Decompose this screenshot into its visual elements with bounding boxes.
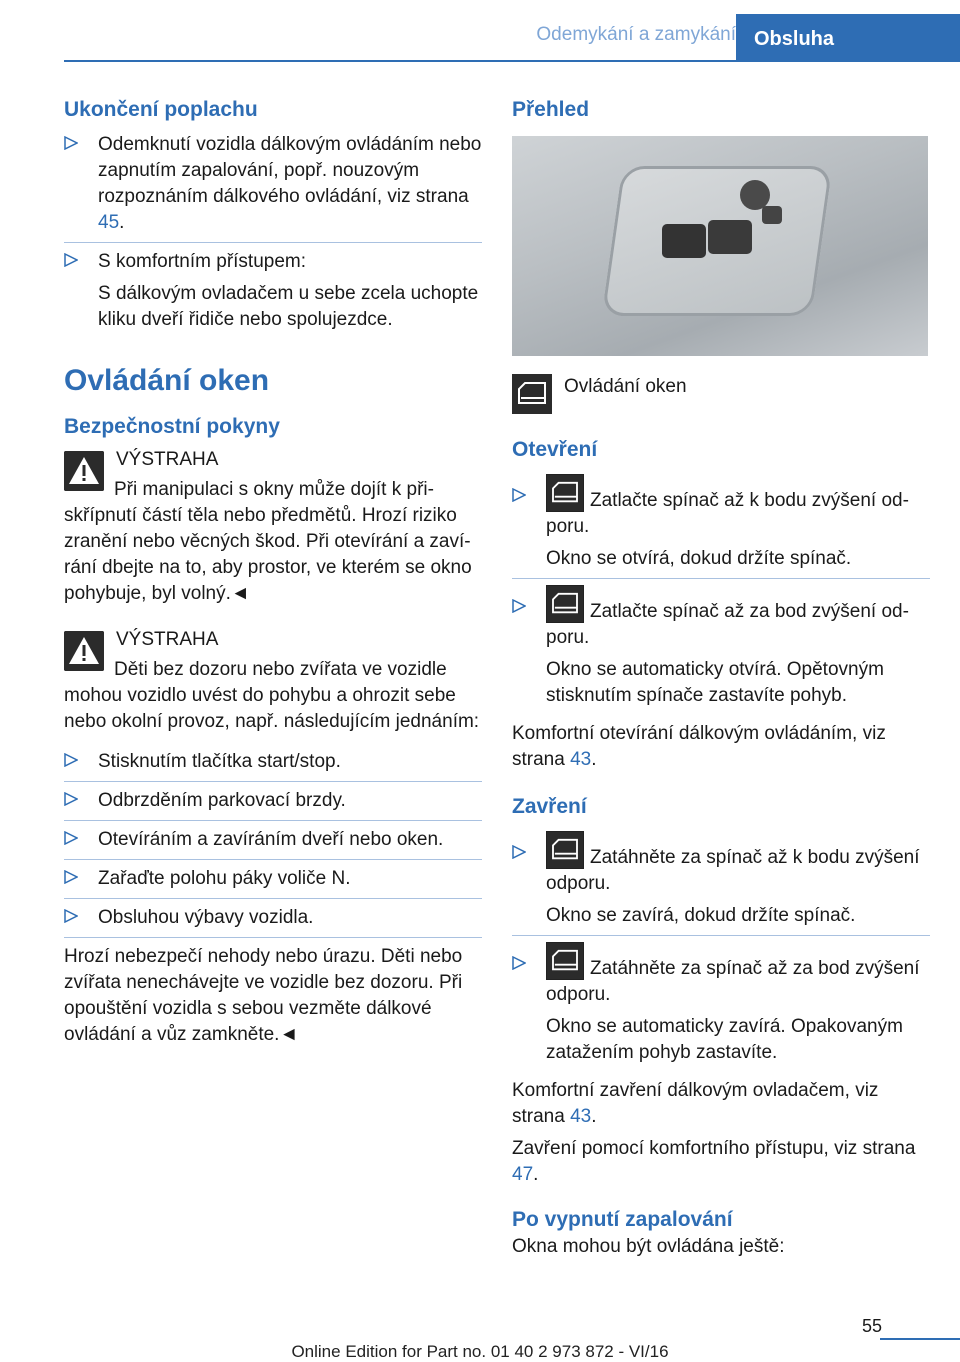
open-comfort-text: Komfortní otevírání dálkovým ovládáním, viz strana 43.	[512, 723, 886, 770]
open-list	[512, 474, 930, 715]
page-link[interactable]: 47	[512, 1164, 534, 1185]
heading-safety: Bezpečnostní pokyny	[64, 415, 280, 438]
footer-rule	[880, 1338, 960, 1340]
page-link[interactable]: 45	[98, 212, 120, 233]
list-item: Zatáhněte za spínač až k bodu zvýšení odporu. Okno se zavírá, dokud držíte spínač.	[512, 831, 930, 936]
close-list	[512, 831, 930, 1072]
photo-caption	[512, 374, 930, 418]
heading-overview: Přehled	[512, 98, 590, 121]
list-item-text: S komfortním přístupem:	[98, 251, 307, 272]
warning-icon	[64, 451, 104, 491]
list-item-text: Odemknutí vozidla dálkovým ovládáním nebo zapnutím zapalování, popř. nouzovým rozpoznáním dálkového ovládání, viz strana	[98, 134, 482, 207]
triangle-bullet-icon	[512, 488, 526, 502]
heading-open: Otevření	[512, 438, 598, 461]
header-rule	[64, 60, 960, 62]
edition-text: Online Edition for Part no. 01 40 2 973 872 - VI/16	[291, 1342, 669, 1361]
after-ignition-text: Okna mohou být ovládána ještě:	[512, 1236, 785, 1257]
triangle-bullet-icon	[64, 909, 78, 923]
page-number: 55	[862, 1316, 883, 1336]
triangle-bullet-icon	[512, 845, 526, 859]
triangle-bullet-icon	[64, 753, 78, 767]
window-switch-photo	[512, 136, 928, 356]
window-icon	[546, 942, 584, 980]
window-icon	[546, 585, 584, 623]
list-item: Obsluhou výbavy vozidla.	[64, 905, 482, 938]
list-item: Odbrzděním parkovací brzdy.	[64, 788, 482, 821]
triangle-bullet-icon	[512, 599, 526, 613]
triangle-bullet-icon	[64, 792, 78, 806]
list-item: Zatlačte spínač až za bod zvýšení odporu. Okno se automaticky otvírá. Opětovným stisknutím spínače zastavíte pohyb.	[512, 585, 930, 715]
warning-text: Při manipulaci s okny může dojít k přiskřípnutí částí těla nebo předmětů. Hrozí riziko zranění nebo věcných škod. Při otevírání a zavírání dbejte na to, aby prostor, ve kterém se okno pohybuje, byl volný.◄	[64, 479, 472, 604]
heading-windows: Ovládání oken	[64, 364, 270, 397]
warning-icon	[64, 631, 104, 671]
header-tab: Obsluha	[736, 14, 960, 62]
heading-close: Zavření	[512, 795, 587, 818]
window-icon	[512, 374, 552, 414]
warning-title: VÝSTRAHA	[116, 629, 219, 650]
right-column	[512, 96, 930, 1260]
window-icon	[546, 831, 584, 869]
triangle-bullet-icon	[512, 956, 526, 970]
triangle-bullet-icon	[64, 253, 78, 267]
header-section-title: Odemykání a zamykání	[536, 24, 736, 45]
list-item: Zařaďte polohu páky voliče N.	[64, 866, 482, 899]
list-item: Zatlačte spínač až k bodu zvýšení odporu. Okno se otvírá, dokud držíte spínač.	[512, 474, 930, 579]
warning-text: Děti bez dozoru nebo zvířata ve vozidle mohou vozidlo uvést do pohybu a ohrozit sebe nebo okolní provoz, např. následujícím jednáním:	[64, 659, 480, 732]
caption-text: Ovládání oken	[564, 376, 687, 397]
warning-title: VÝSTRAHA	[116, 449, 219, 470]
warning-list	[64, 749, 482, 938]
alarm-list	[64, 132, 482, 339]
close-comfort-text-1: Komfortní zavření dálkovým ovladačem, viz strana 43.	[512, 1080, 879, 1127]
triangle-bullet-icon	[64, 136, 78, 150]
heading-after-ignition: Po vypnutí zapalování	[512, 1208, 733, 1231]
close-comfort-text-2: Zavření pomocí komfortního přístupu, viz strana 47.	[512, 1138, 916, 1185]
list-item: Odemknutí vozidla dálkovým ovládáním nebo zapnutím zapalování, popř. nouzovým rozpoznáním dálkového ovládání, viz strana 45.	[64, 132, 482, 243]
triangle-bullet-icon	[64, 831, 78, 845]
heading-alarm: Ukončení poplachu	[64, 98, 258, 121]
page-header	[0, 14, 960, 62]
warning-box-2	[64, 627, 482, 735]
list-item: Stisknutím tlačítka start/stop.	[64, 749, 482, 782]
list-item: Otevíráním a zavíráním dveří nebo oken.	[64, 827, 482, 860]
warning-box-1	[64, 447, 482, 607]
page-link[interactable]: 43	[570, 749, 592, 770]
page-link[interactable]: 43	[570, 1106, 592, 1127]
left-column	[64, 96, 482, 1048]
warning-conclusion: Hrozí nebezpečí nehody nebo úrazu. Děti nebo zvířata nenechávejte ve vozidle bez dozoru. Při opouštění vozidla s sebou vezměte dálkové ovládání a vůz zamkněte.◄	[64, 946, 463, 1045]
list-item-subtext: S dálkovým ovladačem u sebe zcela uchopte kliku dveří řidiče nebo spolujezdce.	[98, 283, 479, 330]
list-item	[64, 249, 482, 339]
triangle-bullet-icon	[64, 870, 78, 884]
list-item: Zatáhněte za spínač až za bod zvýšení odporu. Okno se automaticky zavírá. Opakovaným zatažením pohyb zastavíte.	[512, 942, 930, 1072]
window-icon	[546, 474, 584, 512]
